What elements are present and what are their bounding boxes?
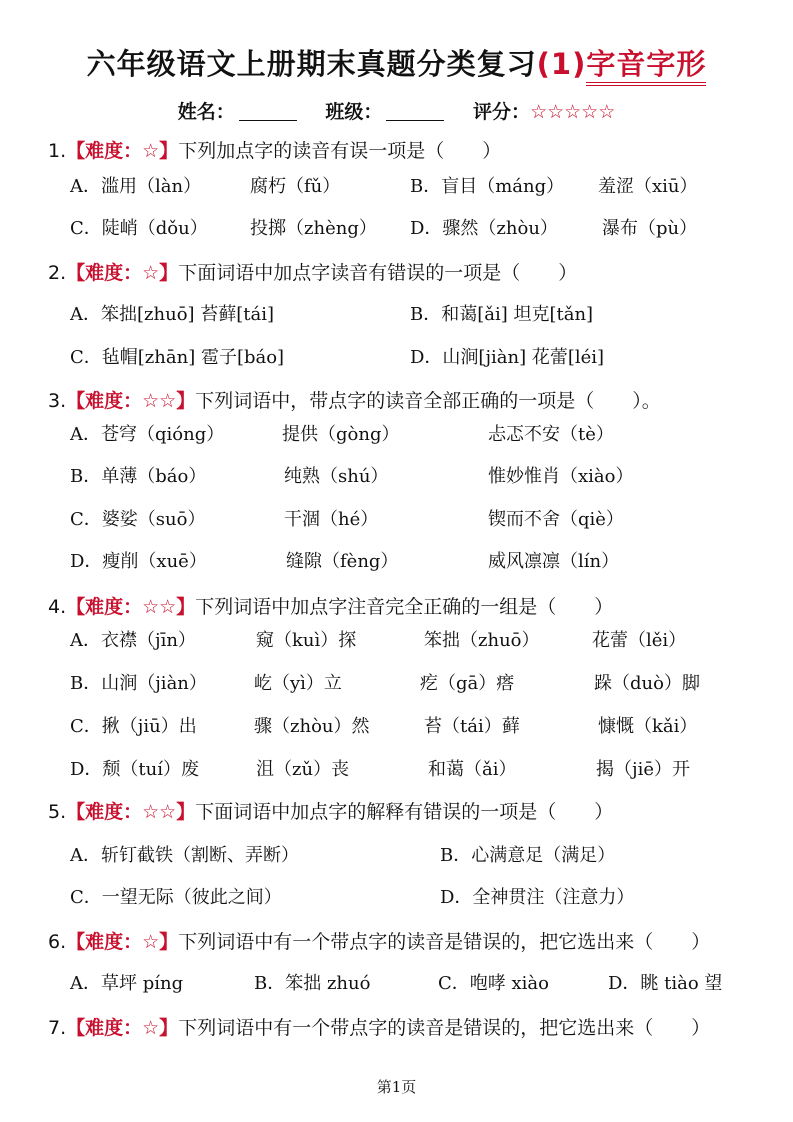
- option: 忐忑不安（tè）: [488, 424, 614, 445]
- question-number: 6.: [48, 931, 67, 953]
- option: 纯熟（shú）: [284, 466, 389, 487]
- question-3: [48, 386, 661, 413]
- option: 笨拙（zhuō）: [424, 630, 540, 651]
- option: 瀑布（pù）: [602, 218, 698, 239]
- option: 窥（kuì）探: [256, 630, 357, 651]
- option: A．草坪 píng: [70, 973, 184, 994]
- option: C．婆娑（suō）: [70, 509, 206, 530]
- question-number: 5.: [48, 801, 67, 823]
- question-number: 2.: [48, 262, 67, 284]
- option: B．和蔼[ǎi] 坦克[tǎn]: [410, 304, 594, 325]
- option: 屹（yì）立: [254, 673, 342, 694]
- question-text: 下列词语中有一个带点字的读音是错误的，把它选出来（ ）: [178, 931, 711, 953]
- question-text: 下列词语中加点字注音完全正确的一组是（ ）: [195, 596, 614, 618]
- question-6: [48, 927, 710, 954]
- difficulty-tag: 【难度：☆☆】: [66, 596, 196, 618]
- option: C．揪（jiū）出: [70, 716, 197, 737]
- option: B．盲目（máng）: [410, 176, 565, 197]
- option: C．咆哮 xiào: [438, 973, 549, 994]
- option: 苔（tái）藓: [424, 716, 520, 737]
- question-text: 下面词语中加点字的解释有错误的一项是（ ）: [195, 801, 614, 823]
- title-main: 六年级语文上册期末真题分类复习: [86, 47, 537, 81]
- question-text: 下列词语中有一个带点字的读音是错误的，把它选出来（ ）: [178, 1017, 711, 1039]
- question-number: 7.: [48, 1017, 67, 1039]
- difficulty-tag: 【难度：☆☆】: [66, 801, 196, 823]
- question-1: [48, 136, 501, 163]
- question-4: [48, 592, 613, 619]
- page-title: [0, 42, 793, 83]
- class-label: 班级：: [325, 101, 383, 123]
- option: C．一望无际（彼此之间）: [70, 887, 282, 908]
- option: 腐朽（fǔ）: [250, 176, 341, 197]
- option: 缝隙（fèng）: [286, 551, 399, 572]
- option: D．眺 tiào 望: [608, 973, 723, 994]
- question-text: 下列词语中，带点字的读音全部正确的一项是（ ）。: [195, 390, 661, 412]
- option: D．瘦削（xuē）: [70, 551, 207, 572]
- question-number: 4.: [48, 596, 67, 618]
- class-blank[interactable]: [386, 102, 444, 121]
- option: A．衣襟（jīn）: [70, 630, 196, 651]
- option: A．苍穹（qióng）: [70, 424, 225, 445]
- question-number: 1.: [48, 140, 67, 162]
- option: B．笨拙 zhuó: [254, 973, 371, 994]
- option: 慷慨（kǎi）: [598, 716, 698, 737]
- option: 提供（gòng）: [282, 424, 400, 445]
- difficulty-tag: 【难度：☆】: [66, 931, 179, 953]
- difficulty-tag: 【难度：☆☆】: [66, 390, 196, 412]
- option: A．笨拙[zhuō] 苔藓[tái]: [70, 304, 275, 325]
- option: D．全神贯注（注意力）: [440, 887, 635, 908]
- name-label: 姓名：: [177, 101, 235, 123]
- title-part: (1): [536, 47, 587, 81]
- option: 干涸（hé）: [284, 509, 379, 530]
- difficulty-tag: 【难度：☆】: [66, 140, 179, 162]
- score-stars: ☆☆☆☆☆: [530, 101, 616, 123]
- question-text: 下列加点字的读音有误一项是（ ）: [178, 140, 502, 162]
- question-7: [48, 1013, 710, 1040]
- option: D．颓（tuí）废: [70, 759, 200, 780]
- option: 威风凛凛（lín）: [488, 551, 620, 572]
- option: A．斩钉截铁（割断、弄断）: [70, 845, 299, 866]
- option: 和蔼（ǎi）: [428, 759, 517, 780]
- question-text: 下面词语中加点字读音有错误的一项是（ ）: [178, 262, 578, 284]
- option: D．山涧[jiàn] 花蕾[léi]: [410, 347, 605, 368]
- student-info: [0, 97, 793, 124]
- option: 投掷（zhèng）: [250, 218, 377, 239]
- title-topic: 字音字形: [586, 47, 706, 86]
- difficulty-tag: 【难度：☆】: [66, 1017, 179, 1039]
- option: D．骤然（zhòu）: [410, 218, 558, 239]
- option: C．陡峭（dǒu）: [70, 218, 208, 239]
- option: B．单薄（báo）: [70, 466, 207, 487]
- question-2: [48, 258, 577, 285]
- question-5: [48, 797, 613, 824]
- option: 骤（zhòu）然: [254, 716, 370, 737]
- option: 疙（gā）瘩: [420, 673, 515, 694]
- option: 惟妙惟肖（xiào）: [488, 466, 634, 487]
- option: B．心满意足（满足）: [440, 845, 616, 866]
- option: 揭（jiē）开: [596, 759, 690, 780]
- option: 沮（zǔ）丧: [256, 759, 350, 780]
- option: B．山涧（jiàn）: [70, 673, 207, 694]
- question-number: 3.: [48, 390, 67, 412]
- option: 花蕾（lěi）: [592, 630, 687, 651]
- option: 跺（duò）脚: [594, 673, 700, 694]
- option: 锲而不舍（qiè）: [488, 509, 624, 530]
- option: A．滥用（làn）: [70, 176, 202, 197]
- name-blank[interactable]: [239, 102, 297, 121]
- option: 羞涩（xiū）: [598, 176, 698, 197]
- page-number: 第1页: [376, 1078, 417, 1096]
- difficulty-tag: 【难度：☆】: [66, 262, 179, 284]
- score-label: 评分：: [473, 101, 531, 123]
- option: C．毡帽[zhān] 雹子[báo]: [70, 347, 285, 368]
